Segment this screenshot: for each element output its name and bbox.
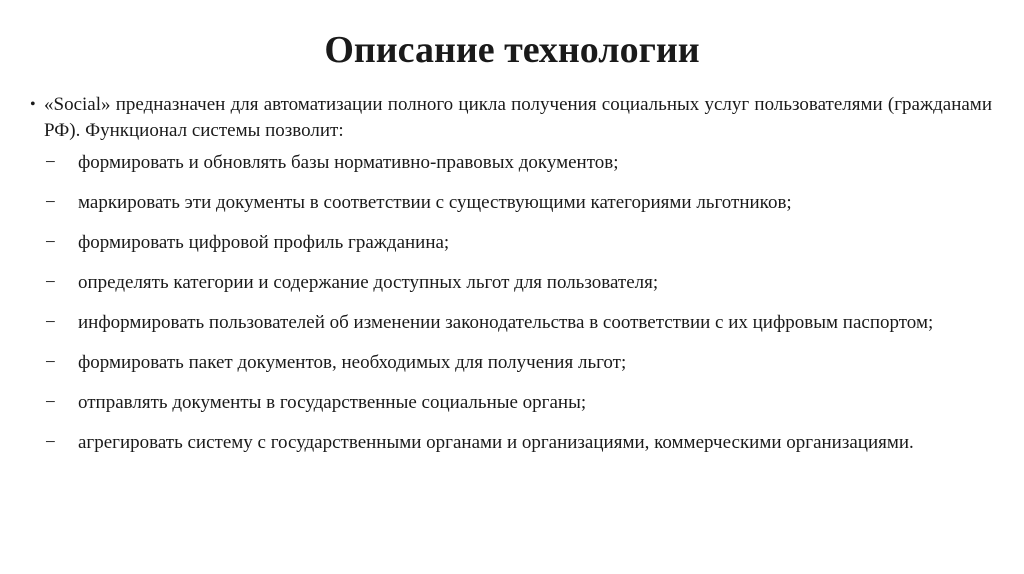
list-item-text: формировать цифровой профиль гражданина; [78,232,450,253]
list-item [30,310,992,336]
dash-icon: − [45,392,56,413]
intro-text: «Social» предназначен для автоматизации полного цикла получения социальных услуг пользователями (гражданами РФ). Функционал системы позволит: [44,94,992,141]
dash-icon: − [45,272,56,293]
list-item-text: информировать пользователей об изменении законодательства в соответствии с их цифровым паспортом; [78,312,934,333]
list-item-text: формировать и обновлять базы нормативно-правовых документов; [78,152,619,173]
list-item [30,270,992,296]
list-item [30,190,992,216]
list-item [30,390,992,416]
bullet-icon: • [30,96,36,113]
slide-content [30,92,992,470]
list-item-text: формировать пакет документов, необходимых для получения льгот; [78,352,627,373]
list-item [30,230,992,256]
dash-icon: − [45,192,56,213]
list-item-text: определять категории и содержание доступных льгот для пользователя; [78,272,659,293]
dash-icon: − [45,432,56,453]
dash-icon: − [45,312,56,333]
dash-icon: − [45,232,56,253]
list-item-text: отправлять документы в государственные социальные органы; [78,392,587,413]
list-item [30,150,992,176]
slide-title: Описание технологии [324,29,700,71]
list-item [30,350,992,376]
function-list [30,150,992,456]
list-item-text: маркировать эти документы в соответствии с существующими категориями льготников; [78,192,792,213]
dash-icon: − [45,352,56,373]
list-item-text: агрегировать систему с государственными органами и организациями, коммерческими организациями. [78,432,914,453]
list-item [30,430,992,456]
dash-icon: − [45,152,56,173]
intro-paragraph [30,92,992,144]
